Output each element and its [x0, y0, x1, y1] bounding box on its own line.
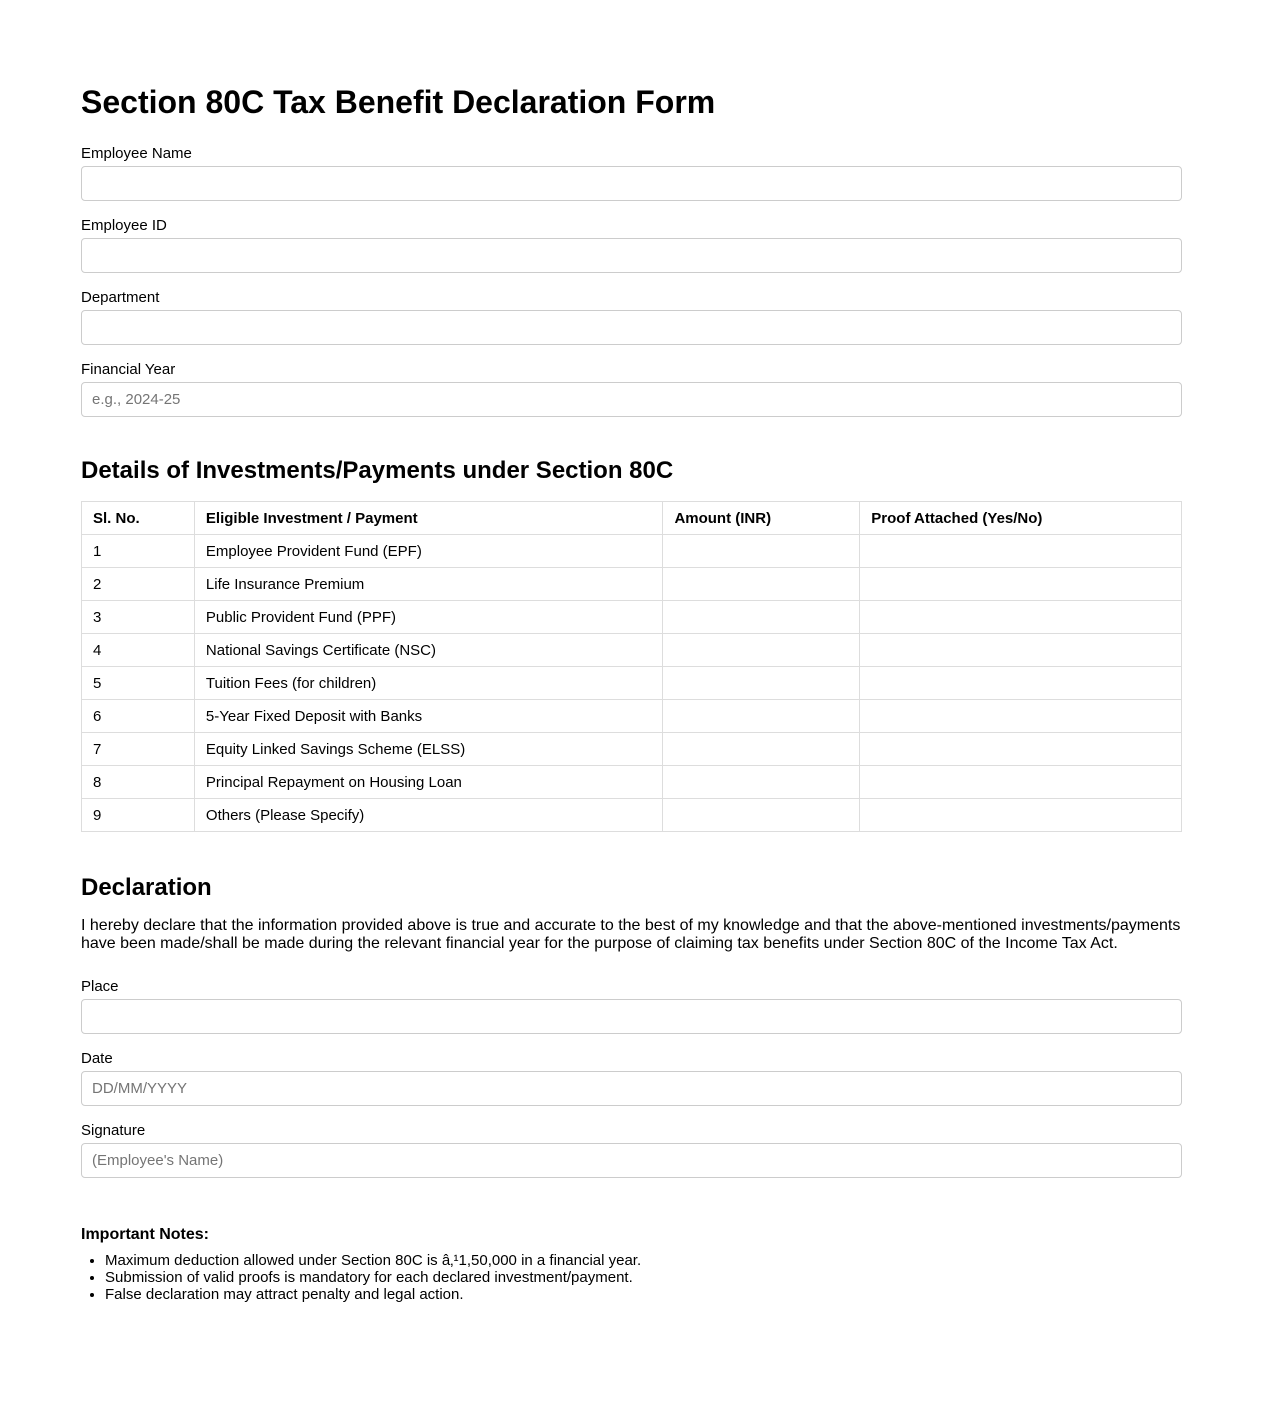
employee-name-label: Employee Name: [81, 145, 192, 162]
sl-no-cell: 5: [82, 667, 195, 700]
list-item: • False declaration may attract penalty and legal action.: [105, 1286, 1182, 1302]
signature-input[interactable]: [81, 1143, 1182, 1178]
investments-table: [81, 501, 1182, 832]
investment-cell: Others (Please Specify): [194, 799, 663, 832]
amount-cell[interactable]: [663, 766, 860, 799]
column-header-proof: Proof Attached (Yes/No): [860, 502, 1182, 535]
list-item: • Submission of valid proofs is mandatory for each declared investment/payment.: [105, 1269, 1182, 1286]
declaration-heading: Declaration: [81, 874, 212, 901]
amount-cell[interactable]: [663, 568, 860, 601]
table-row: [82, 535, 1182, 568]
department-input[interactable]: [81, 310, 1182, 345]
financial-year-label: Financial Year: [81, 361, 176, 378]
table-row: [82, 601, 1182, 634]
place-input[interactable]: [81, 999, 1182, 1034]
proof-cell[interactable]: [860, 568, 1182, 601]
amount-cell[interactable]: [663, 667, 860, 700]
column-header-investment: Eligible Investment / Payment: [194, 502, 663, 535]
page-title: Section 80C Tax Benefit Declaration Form: [81, 84, 716, 120]
proof-cell[interactable]: [860, 799, 1182, 832]
proof-cell[interactable]: [860, 535, 1182, 568]
investment-cell: Public Provident Fund (PPF): [194, 601, 663, 634]
department-label: Department: [81, 289, 160, 306]
list-item: • Maximum deduction allowed under Section 80C is â‚¹1,50,000 in a financial year.: [105, 1252, 1182, 1269]
employee-id-label: Employee ID: [81, 217, 167, 234]
employee-name-input[interactable]: [81, 166, 1182, 201]
sl-no-cell: 8: [82, 766, 195, 799]
investment-cell: Employee Provident Fund (EPF): [194, 535, 663, 568]
investment-cell: Life Insurance Premium: [194, 568, 663, 601]
financial-year-input[interactable]: [81, 382, 1182, 417]
date-input[interactable]: [81, 1071, 1182, 1106]
amount-cell[interactable]: [663, 535, 860, 568]
notes-title: Important Notes:: [81, 1226, 209, 1243]
investment-cell: Equity Linked Savings Scheme (ELSS): [194, 733, 663, 766]
table-row: [82, 733, 1182, 766]
place-label: Place: [81, 978, 119, 995]
table-row: [82, 634, 1182, 667]
amount-cell[interactable]: [663, 700, 860, 733]
amount-cell[interactable]: [663, 733, 860, 766]
notes-list: [81, 1252, 1182, 1302]
notes-container: [81, 1252, 1182, 1302]
amount-cell[interactable]: [663, 634, 860, 667]
investments-heading: Details of Investments/Payments under Section 80C: [81, 457, 674, 484]
sl-no-cell: 3: [82, 601, 195, 634]
sl-no-cell: 1: [82, 535, 195, 568]
amount-cell[interactable]: [663, 799, 860, 832]
table-row: [82, 700, 1182, 733]
employee-id-input[interactable]: [81, 238, 1182, 273]
table-row: [82, 799, 1182, 832]
declaration-text: I hereby declare that the information provided above is true and accurate to the best of my knowledge and that the above-mentioned investments/payments have been made/shall be made during the relevant financial year for the purpose of claiming tax benefits under Section 80C of the Income Tax Act.: [81, 917, 1181, 952]
proof-cell[interactable]: [860, 766, 1182, 799]
signature-label: Signature: [81, 1122, 146, 1139]
table-header-row: [82, 502, 1182, 535]
column-header-amount: Amount (INR): [663, 502, 860, 535]
table-row: [82, 766, 1182, 799]
sl-no-cell: 9: [82, 799, 195, 832]
column-header-sl-no: Sl. No.: [82, 502, 195, 535]
sl-no-cell: 7: [82, 733, 195, 766]
proof-cell[interactable]: [860, 667, 1182, 700]
sl-no-cell: 2: [82, 568, 195, 601]
proof-cell[interactable]: [860, 733, 1182, 766]
sl-no-cell: 4: [82, 634, 195, 667]
table-row: [82, 667, 1182, 700]
proof-cell[interactable]: [860, 700, 1182, 733]
sl-no-cell: 6: [82, 700, 195, 733]
table-row: [82, 568, 1182, 601]
investment-cell: Tuition Fees (for children): [194, 667, 663, 700]
amount-cell[interactable]: [663, 601, 860, 634]
investment-cell: 5-Year Fixed Deposit with Banks: [194, 700, 663, 733]
investment-cell: National Savings Certificate (NSC): [194, 634, 663, 667]
date-label: Date: [81, 1050, 113, 1067]
proof-cell[interactable]: [860, 634, 1182, 667]
investment-cell: Principal Repayment on Housing Loan: [194, 766, 663, 799]
proof-cell[interactable]: [860, 601, 1182, 634]
